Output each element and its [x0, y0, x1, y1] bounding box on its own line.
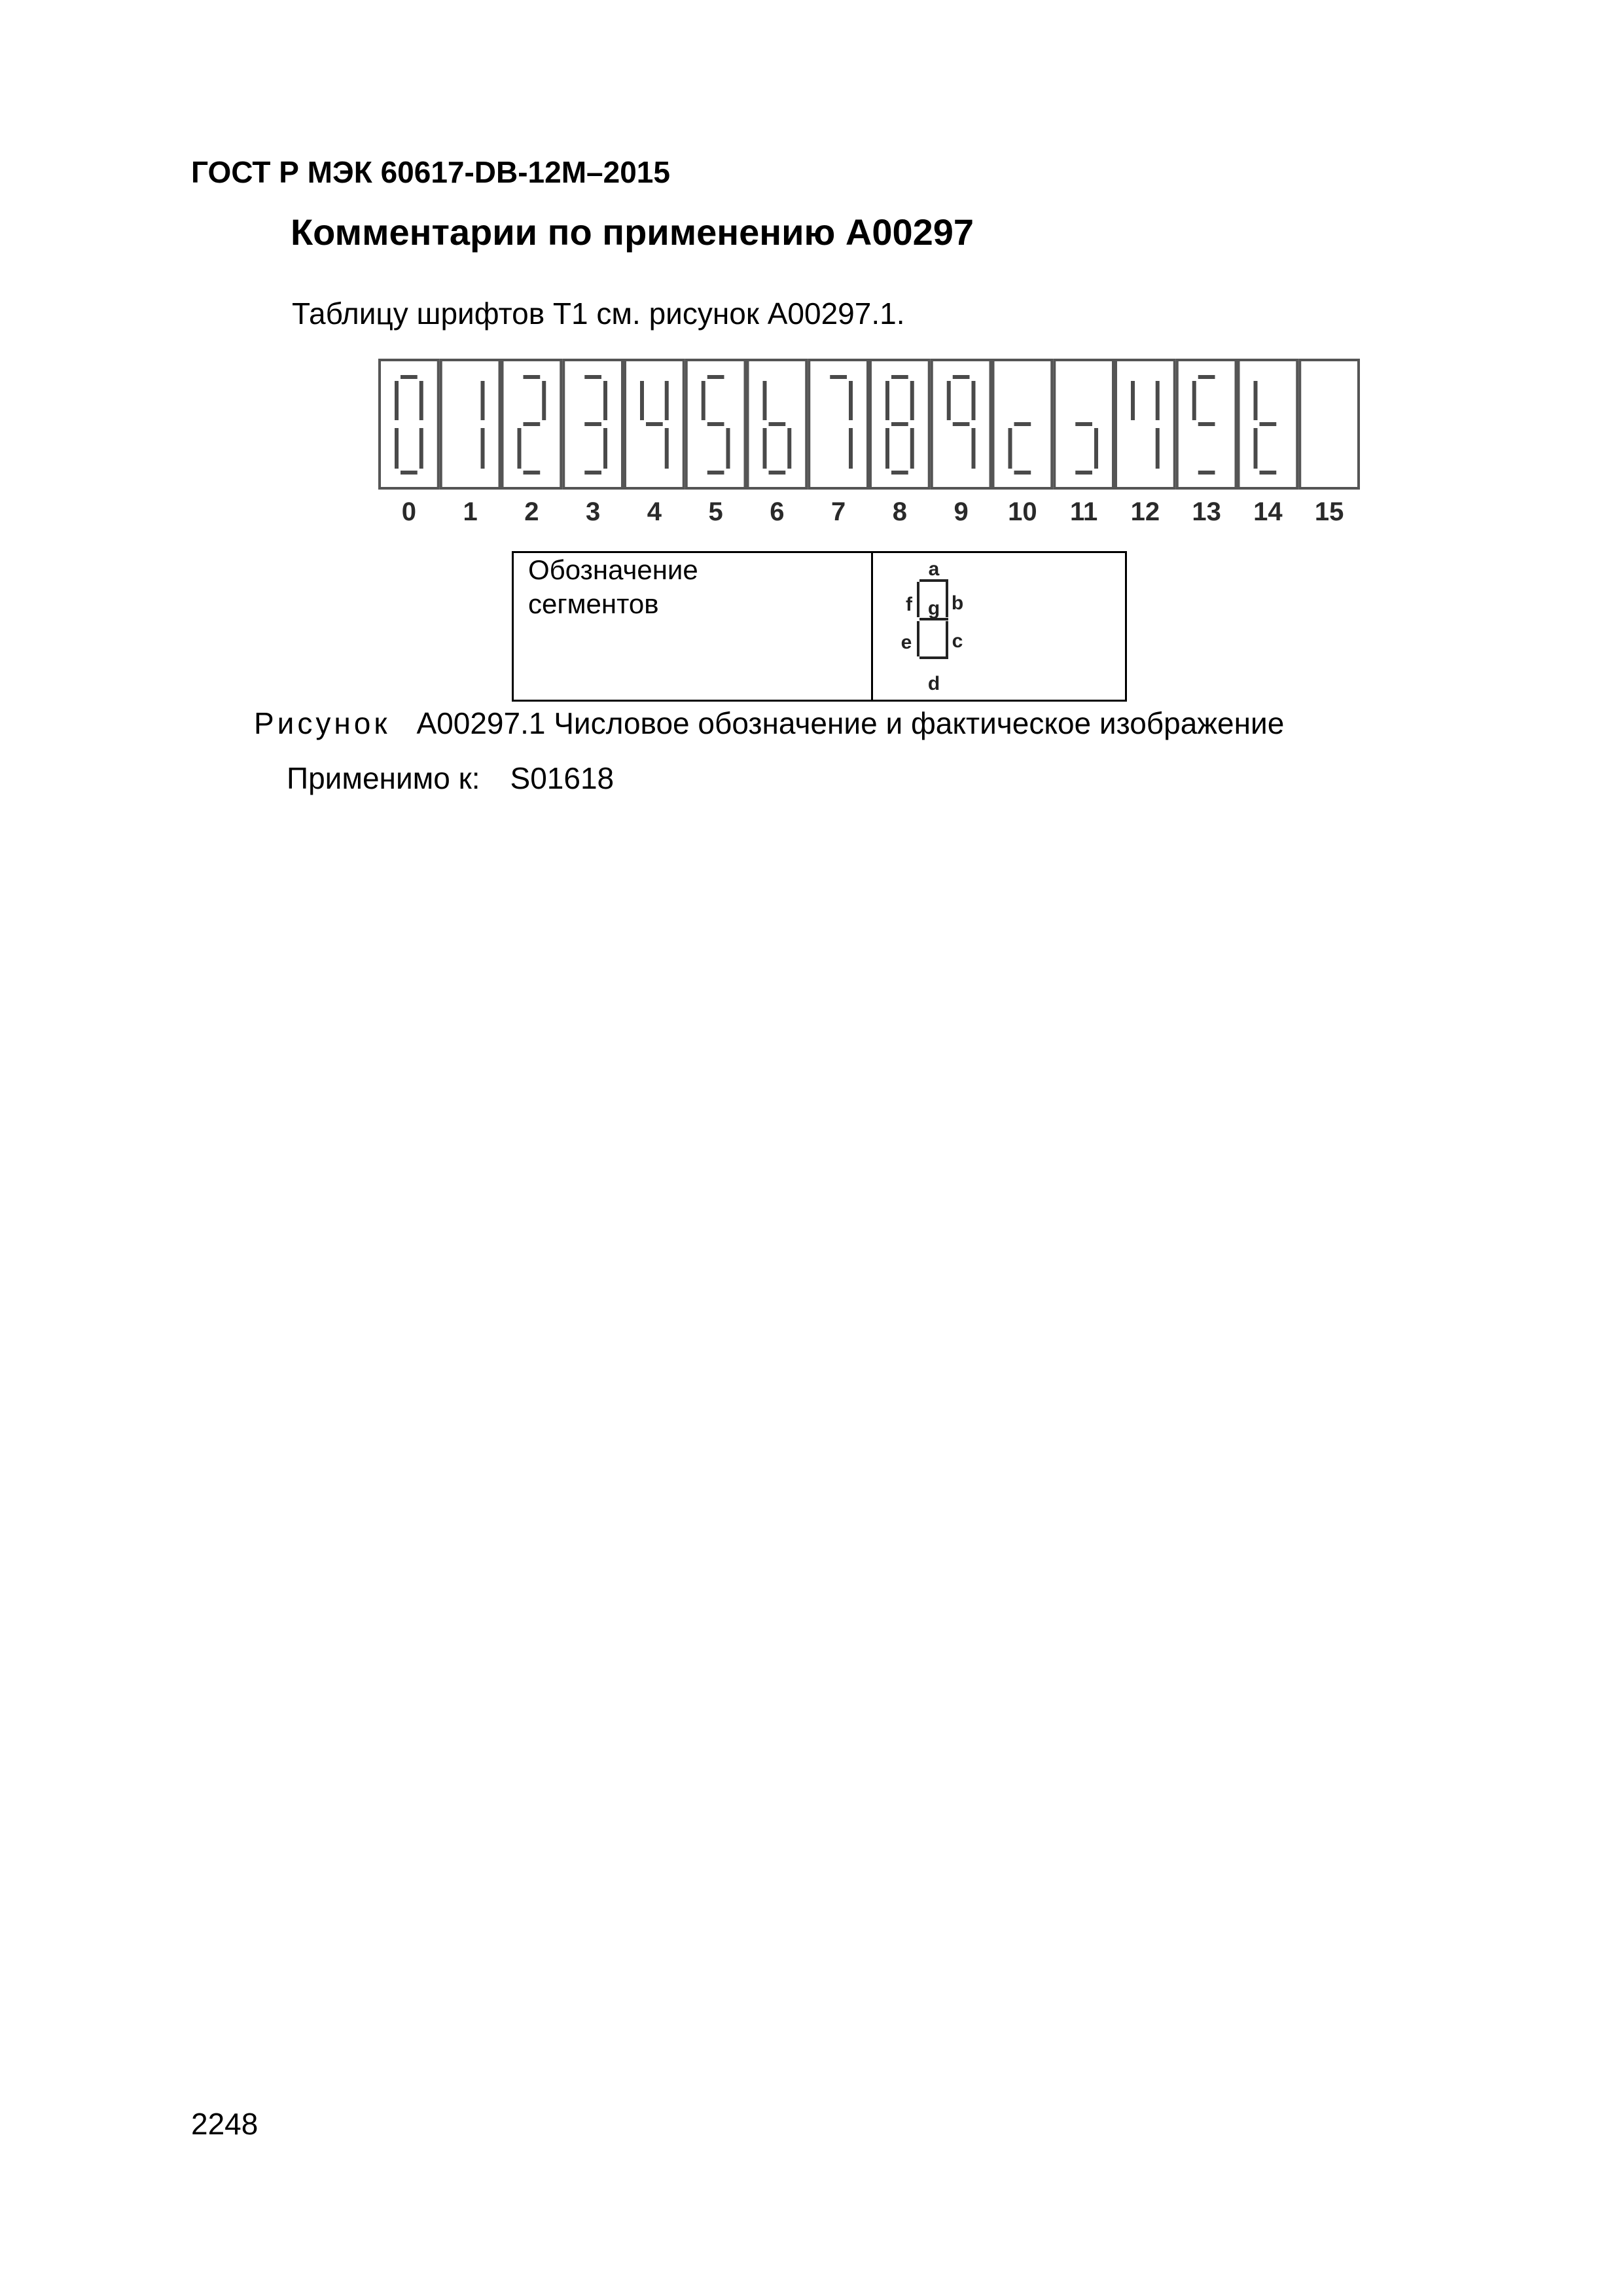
- digit-4-segment-g: [646, 422, 663, 426]
- digit-index-label: 9: [954, 497, 969, 526]
- seven-segment-display-strip: [378, 359, 1360, 490]
- digit-8-segment-e: [885, 428, 889, 469]
- digit-13-segment-g: [1198, 422, 1215, 426]
- digit-cell-15: [1300, 360, 1359, 488]
- digit-index-label: 7: [831, 497, 846, 526]
- digit-2-segment-b: [542, 381, 546, 420]
- digit-index-label: 0: [401, 497, 416, 526]
- digit-0-segment-a: [401, 375, 418, 379]
- segment-label-a: a: [928, 558, 940, 580]
- digit-9-segment-c: [972, 428, 976, 469]
- digit-8-segment-a: [891, 375, 908, 379]
- digit-5-segment-c: [726, 428, 730, 469]
- digit-3-segment-d: [584, 471, 601, 475]
- digit-10-segment-e: [1008, 428, 1012, 469]
- intro-text: Таблицу шрифтов T1 см. рисунок A00297.1.: [292, 296, 905, 331]
- digit-8-segment-b: [910, 381, 914, 420]
- digit-10-segment-d: [1014, 471, 1031, 475]
- digit-9-segment-a: [953, 375, 970, 379]
- legend-label-line-1: Обозначение: [528, 554, 698, 585]
- digit-7-segment-b: [849, 381, 853, 420]
- digit-index-label: 14: [1253, 497, 1283, 526]
- digit-12-segment-c: [1156, 428, 1160, 469]
- digit-cell-7: [809, 360, 868, 488]
- digit-6-segment-g: [769, 422, 786, 426]
- caption-prefix: Рисунок: [254, 706, 391, 740]
- digit-index-label: 11: [1069, 497, 1098, 526]
- digit-12-segment-b: [1156, 381, 1160, 420]
- segment-label-f: f: [906, 594, 912, 615]
- digit-index-label: 15: [1314, 497, 1344, 526]
- digit-5-segment-d: [707, 471, 724, 475]
- digit-14-segment-e: [1254, 428, 1258, 469]
- document-header: ГОСТ Р МЭК 60617-DB-12M–2015: [191, 155, 670, 189]
- segment-label-c: c: [952, 630, 963, 652]
- digit-3-segment-b: [603, 381, 607, 420]
- digit-13-segment-a: [1198, 375, 1215, 379]
- digit-6-segment-f: [763, 381, 767, 420]
- digit-index-label: 8: [892, 497, 907, 526]
- figure-caption: [254, 706, 1284, 741]
- segment-naming-diagram: [880, 554, 1011, 698]
- digit-2-segment-d: [524, 471, 541, 475]
- digit-1-segment-b: [481, 381, 485, 420]
- digit-8-segment-g: [891, 422, 908, 426]
- digit-6-segment-c: [787, 428, 791, 469]
- legend-divider: [871, 553, 873, 700]
- digit-12-segment-f: [1131, 381, 1135, 420]
- digit-3-segment-a: [584, 375, 601, 379]
- digit-9-segment-b: [972, 381, 976, 420]
- digit-3-segment-g: [584, 422, 601, 426]
- segment-label-b: b: [951, 592, 964, 614]
- digit-cell-1: [441, 360, 500, 488]
- caption-text: A00297.1 Числовое обозначение и фактическое изображение: [416, 706, 1285, 740]
- segment-label-e: e: [901, 632, 912, 653]
- segment-label-g: g: [927, 598, 940, 619]
- digit-index-label: 2: [524, 497, 539, 526]
- legend-label: [528, 553, 698, 621]
- digit-8-segment-f: [885, 381, 889, 420]
- digit-11-segment-g: [1075, 422, 1092, 426]
- digit-10-segment-g: [1014, 422, 1031, 426]
- digit-13-segment-f: [1192, 381, 1196, 420]
- segment-legend-table: [512, 551, 1127, 702]
- applies-to: [287, 761, 614, 796]
- digit-11-segment-d: [1075, 471, 1092, 475]
- digit-0-segment-c: [419, 428, 423, 469]
- digit-1-segment-c: [481, 428, 485, 469]
- page-number: 2248: [191, 2107, 259, 2141]
- section-title: Комментарии по применению A00297: [291, 211, 974, 253]
- digit-3-segment-c: [603, 428, 607, 469]
- digit-cell-0: [380, 360, 438, 488]
- applies-value: S01618: [510, 761, 615, 795]
- digit-index-label: 6: [770, 497, 785, 526]
- segment-label-d: d: [927, 673, 940, 694]
- digit-index-label: 12: [1130, 497, 1160, 526]
- digit-7-segment-c: [849, 428, 853, 469]
- digit-6-segment-e: [763, 428, 767, 469]
- digit-index-label: 3: [586, 497, 601, 526]
- digit-7-segment-a: [830, 375, 847, 379]
- digit-4-segment-f: [640, 381, 644, 420]
- digit-4-segment-c: [665, 428, 669, 469]
- digit-2-segment-e: [518, 428, 522, 469]
- digit-14-segment-d: [1260, 471, 1277, 475]
- digit-8-segment-c: [910, 428, 914, 469]
- digit-9-segment-f: [947, 381, 951, 420]
- digit-6-segment-d: [769, 471, 786, 475]
- digit-index-row: [378, 497, 1360, 537]
- digit-13-segment-d: [1198, 471, 1215, 475]
- digit-0-segment-f: [395, 381, 399, 420]
- digit-11-segment-c: [1094, 428, 1098, 469]
- digit-index-label: 10: [1008, 497, 1037, 526]
- digit-14-segment-g: [1260, 422, 1277, 426]
- digit-index-label: 13: [1192, 497, 1221, 526]
- applies-label: Применимо к:: [287, 761, 480, 795]
- digit-5-segment-a: [707, 375, 724, 379]
- digit-14-segment-f: [1254, 381, 1258, 420]
- digit-0-segment-d: [401, 471, 418, 475]
- digit-0-segment-b: [419, 381, 423, 420]
- digit-2-segment-a: [524, 375, 541, 379]
- digit-5-segment-f: [702, 381, 705, 420]
- legend-label-line-2: сегментов: [528, 588, 659, 619]
- digit-4-segment-b: [665, 381, 669, 420]
- digit-cell-12: [1116, 360, 1175, 488]
- digit-index-label: 4: [647, 497, 662, 526]
- seven-segment-display: [378, 359, 1360, 490]
- digit-2-segment-g: [524, 422, 541, 426]
- digit-5-segment-g: [707, 422, 724, 426]
- digit-9-segment-g: [953, 422, 970, 426]
- digit-0-segment-e: [395, 428, 399, 469]
- digit-8-segment-d: [891, 471, 908, 475]
- digit-index-label: 5: [708, 497, 723, 526]
- digit-index-label: 1: [463, 497, 478, 526]
